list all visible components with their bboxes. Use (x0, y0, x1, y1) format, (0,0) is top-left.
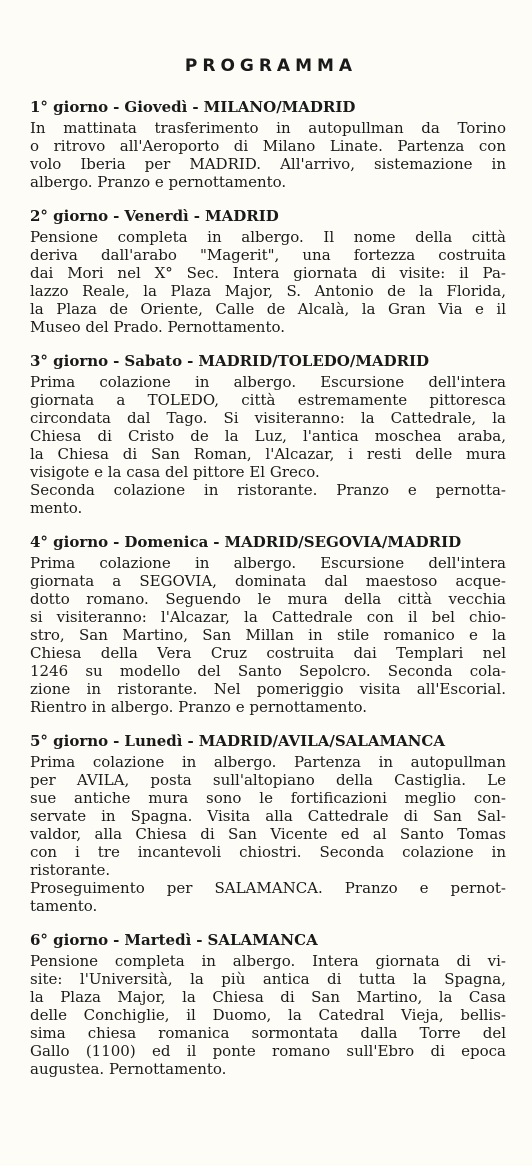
heading-separator: - (113, 98, 120, 116)
description-line: Gallo (1100) ed il ponte romano sull'Ebro di epoca (30, 1042, 506, 1060)
description-line: giornata a SEGOVIA, dominata dal maestoso acque- (30, 572, 506, 590)
day-heading (30, 352, 506, 370)
itinerary-day (30, 732, 506, 915)
description-line: tamento. (30, 897, 98, 915)
description-line: valdor, alla Chiesa di San Vicente ed al Santo Tomas (30, 825, 506, 843)
heading-separator: - (113, 533, 120, 551)
description-line: giornata a TOLEDO, città estremamente pittoresca (30, 391, 506, 409)
day-description (30, 228, 506, 336)
day-number: 1° giorno (30, 98, 109, 116)
page-title: PROGRAMMA (184, 56, 358, 76)
description-line: mento. (30, 499, 83, 517)
itinerary-day (30, 533, 506, 716)
day-route: MADRID/TOLEDO/MADRID (198, 352, 430, 370)
day-heading (30, 533, 506, 551)
description-line: sima chiesa romanica sormontata dalla Torre del (30, 1024, 506, 1042)
description-line: volo Iberia per MADRID. All'arrivo, sistemazione in (30, 155, 506, 173)
description-line: la Chiesa di San Roman, l'Alcazar, i resti delle mura (30, 445, 506, 463)
day-description (30, 753, 506, 915)
description-line: delle Conchiglie, il Duomo, la Catedral Vieja, bellis- (30, 1006, 506, 1024)
description-line: dai Mori nel X° Sec. Intera giornata di visite: il Pa- (30, 264, 506, 282)
description-line: sue antiche mura sono le fortificazioni meglio con- (30, 789, 506, 807)
description-line: la Plaza Major, la Chiesa di San Martino, la Casa (30, 988, 506, 1006)
day-heading (30, 98, 506, 116)
day-weekday: Venerdì (124, 207, 189, 225)
day-description (30, 119, 506, 191)
day-number: 3° giorno (30, 352, 109, 370)
day-heading (30, 931, 506, 949)
description-line: o ritrovo all'Aeroporto di Milano Linate. Partenza con (30, 137, 506, 155)
itinerary-day (30, 207, 506, 336)
heading-separator: - (213, 533, 220, 551)
itinerary-days (30, 98, 506, 1078)
day-route: MADRID/SEGOVIA/MADRID (224, 533, 462, 551)
day-number: 4° giorno (30, 533, 109, 551)
day-weekday: Giovedì (124, 98, 188, 116)
day-number: 2° giorno (30, 207, 109, 225)
heading-separator: - (113, 352, 120, 370)
day-weekday: Martedì (124, 931, 192, 949)
day-number: 6° giorno (30, 931, 109, 949)
day-number: 5° giorno (30, 732, 109, 750)
day-weekday: Domenica (124, 533, 209, 551)
description-line: Museo del Prado. Pernottamento. (30, 318, 286, 336)
day-description (30, 952, 506, 1078)
description-line: 1246 su modello del Santo Sepolcro. Seconda cola- (30, 662, 506, 680)
description-line: lazzo Reale, la Plaza Major, S. Antonio de la Florida, (30, 282, 506, 300)
day-route: MADRID/AVILA/SALAMANCA (198, 732, 446, 750)
day-route: MILANO/MADRID (203, 98, 356, 116)
description-line: per AVILA, posta sull'altopiano della Castiglia. Le (30, 771, 506, 789)
description-line: site: l'Università, la più antica di tutta la Spagna, (30, 970, 506, 988)
day-description (30, 373, 506, 517)
day-route: SALAMANCA (207, 931, 318, 949)
description-line: augustea. Pernottamento. (30, 1060, 227, 1078)
description-line: circondata dal Tago. Si visiteranno: la Cattedrale, la (30, 409, 506, 427)
description-line: Prima colazione in albergo. Escursione dell'intera (30, 373, 506, 391)
day-description (30, 554, 506, 716)
day-weekday: Sabato (124, 352, 183, 370)
heading-separator: - (113, 931, 120, 949)
description-line: Pensione completa in albergo. Intera giornata di vi- (30, 952, 506, 970)
description-line: Chiesa di Cristo de la Luz, l'antica moschea araba, (30, 427, 506, 445)
description-line: Proseguimento per SALAMANCA. Pranzo e pernot- (30, 879, 506, 897)
description-line: In mattinata trasferimento in autopullman da Torino (30, 119, 506, 137)
description-line: dotto romano. Seguendo le mura della città vecchia (30, 590, 506, 608)
description-line: Rientro in albergo. Pranzo e pernottamento. (30, 698, 368, 716)
description-line: la Plaza de Oriente, Calle de Alcalà, la Gran Via e il (30, 300, 506, 318)
description-line: Chiesa della Vera Cruz costruita dai Templari nel (30, 644, 506, 662)
description-line: ristorante. (30, 861, 111, 879)
heading-separator: - (193, 207, 200, 225)
description-line: visigote e la casa del pittore El Greco. (30, 463, 320, 481)
heading-separator: - (196, 931, 203, 949)
day-route: MADRID (204, 207, 279, 225)
description-line: servate in Spagna. Visita alla Cattedrale di San Sal- (30, 807, 506, 825)
heading-separator: - (113, 207, 120, 225)
description-line: Seconda colazione in ristorante. Pranzo e pernotta- (30, 481, 506, 499)
description-line: si visiteranno: l'Alcazar, la Cattedrale con il bel chio- (30, 608, 506, 626)
heading-separator: - (192, 98, 199, 116)
programme-page (30, 56, 506, 1094)
day-heading (30, 207, 506, 225)
itinerary-day (30, 931, 506, 1078)
description-line: con i tre incantevoli chiostri. Seconda colazione in (30, 843, 506, 861)
description-line: Prima colazione in albergo. Escursione dell'intera (30, 554, 506, 572)
heading-separator: - (187, 352, 194, 370)
description-line: deriva dall'arabo "Magerit", una fortezza costruita (30, 246, 506, 264)
description-line: Prima colazione in albergo. Partenza in autopullman (30, 753, 506, 771)
description-line: Pensione completa in albergo. Il nome della città (30, 228, 506, 246)
heading-separator: - (187, 732, 194, 750)
description-line: albergo. Pranzo e pernottamento. (30, 173, 287, 191)
itinerary-day (30, 98, 506, 191)
itinerary-day (30, 352, 506, 517)
description-line: zione in ristorante. Nel pomeriggio visita all'Escorial. (30, 680, 506, 698)
day-weekday: Lunedì (124, 732, 183, 750)
day-heading (30, 732, 506, 750)
heading-separator: - (113, 732, 120, 750)
description-line: stro, San Martino, San Millan in stile romanico e la (30, 626, 506, 644)
